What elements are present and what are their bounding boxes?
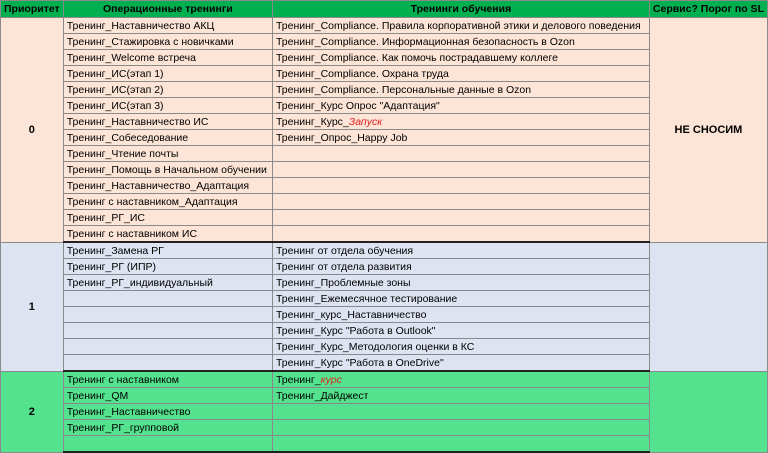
operational-cell[interactable]: Тренинг_Собеседование — [63, 130, 272, 146]
operational-cell[interactable]: Тренинг_QM — [63, 388, 272, 404]
learning-cell[interactable] — [272, 436, 649, 453]
operational-cell[interactable]: Тренинг с наставником ИС — [63, 226, 272, 243]
priority-cell[interactable]: 2 — [1, 371, 64, 452]
learning-text: Тренинг_Compliance. Информационная безопасность в Ozon — [275, 35, 575, 48]
operational-cell[interactable] — [63, 436, 272, 453]
learning-cell[interactable] — [272, 18, 649, 34]
learning-text: Тренинг_Курс Опрос "Адаптация" — [275, 99, 440, 112]
learning-text: Тренинг_Опрос_Happy Job — [275, 131, 408, 144]
learning-text: Тренинг_курс_Наставничество — [275, 308, 427, 321]
learning-cell[interactable] — [272, 291, 649, 307]
operational-cell[interactable]: Тренинг_Наставничество — [63, 404, 272, 420]
operational-cell[interactable]: Тренинг_Стажировка с новичками — [63, 34, 272, 50]
operational-cell[interactable]: Тренинг_Наставничество_Адаптация — [63, 178, 272, 194]
learning-text: Тренинг_Курс "Работа в OneDrive" — [275, 356, 444, 369]
learning-text: Тренинг_Ежемесячное тестирование — [275, 292, 458, 305]
table-row — [1, 371, 768, 388]
learning-cell[interactable] — [272, 323, 649, 339]
learning-text: Тренинг_Курс "Работа в Outlook" — [275, 324, 436, 337]
operational-cell[interactable]: Тренинг с наставником — [63, 371, 272, 388]
operational-cell[interactable]: Тренинг_Наставничество АКЦ — [63, 18, 272, 34]
operational-cell[interactable]: Тренинг с наставником_Адаптация — [63, 194, 272, 210]
operational-cell[interactable]: Тренинг_Welcome встреча — [63, 50, 272, 66]
operational-cell[interactable]: Тренинг_Наставничество ИС — [63, 114, 272, 130]
learning-cell[interactable] — [272, 98, 649, 114]
learning-text: Тренинг_Дайджест — [275, 389, 369, 402]
learning-text: Тренинг_Compliance. Персональные данные в Ozon — [275, 83, 532, 96]
learning-text: Тренинг_ — [275, 373, 321, 386]
header-learning[interactable]: Тренинги обучения — [272, 1, 649, 18]
learning-text: Тренинг_Курс_Методология оценки в КС — [275, 340, 475, 353]
header-service[interactable]: Сервис? Порог по SL — [649, 1, 767, 18]
header-row — [1, 1, 768, 18]
operational-cell[interactable]: Тренинг_ИС(этап 3) — [63, 98, 272, 114]
operational-cell[interactable]: Тренинг_Помощь в Начальном обучении — [63, 162, 272, 178]
learning-text: Тренинг_Проблемные зоны — [275, 276, 411, 289]
learning-cell[interactable] — [272, 388, 649, 404]
learning-text: Тренинг от отдела обучения — [275, 244, 414, 257]
operational-cell[interactable]: Тренинг_Чтение почты — [63, 146, 272, 162]
operational-cell[interactable] — [63, 355, 272, 372]
learning-cell[interactable] — [272, 66, 649, 82]
operational-cell[interactable]: Тренинг_Замена РГ — [63, 242, 272, 259]
learning-cell[interactable] — [272, 339, 649, 355]
learning-cell[interactable] — [272, 82, 649, 98]
learning-cell[interactable] — [272, 275, 649, 291]
operational-cell[interactable] — [63, 291, 272, 307]
operational-cell[interactable]: Тренинг_ИС(этап 2) — [63, 82, 272, 98]
priority-cell[interactable]: 1 — [1, 242, 64, 371]
operational-cell[interactable]: Тренинг_ИС(этап 1) — [63, 66, 272, 82]
learning-cell[interactable] — [272, 307, 649, 323]
table-row — [1, 242, 768, 259]
learning-cell[interactable] — [272, 371, 649, 388]
learning-cell[interactable] — [272, 242, 649, 259]
learning-cell[interactable] — [272, 194, 649, 210]
table-body — [1, 18, 768, 453]
learning-cell[interactable] — [272, 259, 649, 275]
service-cell[interactable] — [649, 242, 767, 371]
operational-cell[interactable]: Тренинг_РГ (ИПР) — [63, 259, 272, 275]
learning-cell[interactable] — [272, 420, 649, 436]
learning-cell[interactable] — [272, 50, 649, 66]
learning-red-text: курс — [320, 373, 342, 386]
learning-text: Тренинг от отдела развития — [275, 260, 412, 273]
learning-cell[interactable] — [272, 114, 649, 130]
header-priority[interactable]: Приоритет — [1, 1, 64, 18]
operational-cell[interactable]: Тренинг_РГ_индивидуальный — [63, 275, 272, 291]
learning-cell[interactable] — [272, 226, 649, 243]
learning-text: Тренинг_Compliance. Охрана труда — [275, 67, 449, 80]
learning-cell[interactable] — [272, 146, 649, 162]
learning-cell[interactable] — [272, 162, 649, 178]
service-cell[interactable] — [649, 371, 767, 452]
learning-cell[interactable] — [272, 355, 649, 372]
operational-cell[interactable] — [63, 307, 272, 323]
operational-cell[interactable] — [63, 339, 272, 355]
learning-cell[interactable] — [272, 404, 649, 420]
operational-cell[interactable] — [63, 323, 272, 339]
learning-red-text: Запуск — [348, 115, 383, 128]
learning-text: Тренинг_Compliance. Правила корпоративной этики и делового поведения — [275, 19, 641, 32]
service-cell[interactable]: НЕ СНОСИМ — [649, 18, 767, 243]
learning-cell[interactable] — [272, 178, 649, 194]
header-operational[interactable]: Операционные тренинги — [63, 1, 272, 18]
operational-cell[interactable]: Тренинг_РГ_групповой — [63, 420, 272, 436]
table-row — [1, 18, 768, 34]
learning-text: Тренинг_Курс_ — [275, 115, 349, 128]
operational-cell[interactable]: Тренинг_РГ_ИС — [63, 210, 272, 226]
learning-cell[interactable] — [272, 34, 649, 50]
learning-text: Тренинг_Compliance. Как помочь пострадавшему коллеге — [275, 51, 558, 64]
learning-cell[interactable] — [272, 130, 649, 146]
learning-cell[interactable] — [272, 210, 649, 226]
priority-cell[interactable]: 0 — [1, 18, 64, 243]
